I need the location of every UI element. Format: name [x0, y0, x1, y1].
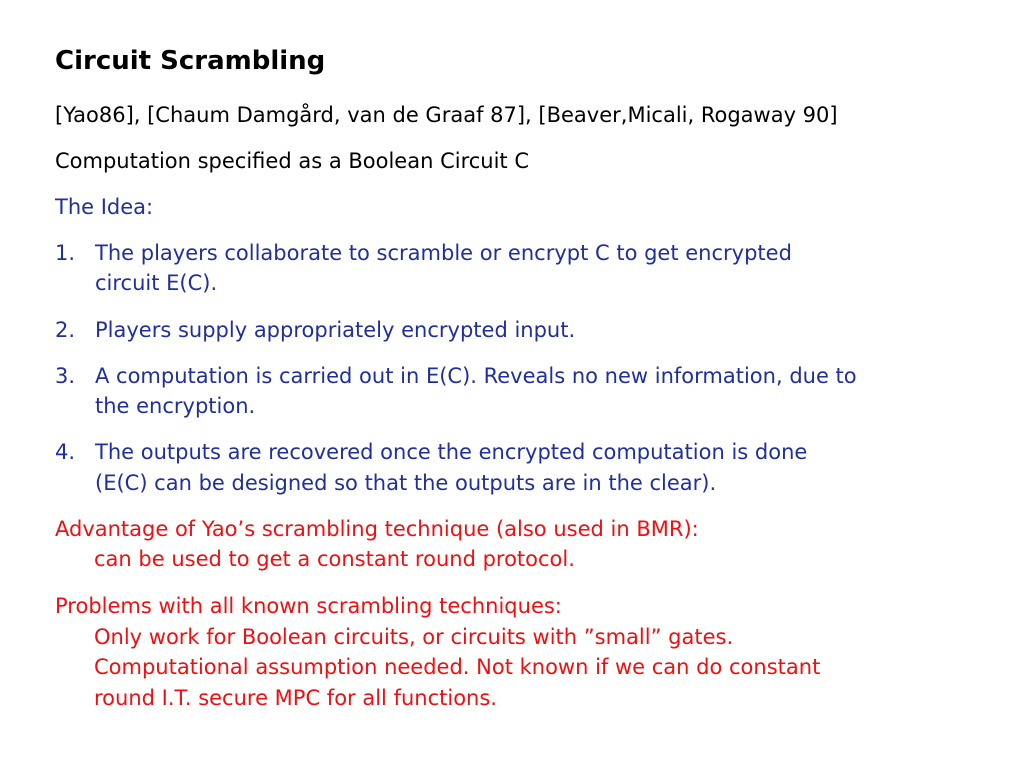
list-item-line: The players collaborate to scramble or encrypt C to get encrypted — [95, 241, 792, 265]
list-item-line: circuit E(C). — [95, 271, 218, 295]
idea-heading: The Idea: — [55, 195, 154, 219]
list-item-line: Players supply appropriately encrypted input. — [95, 318, 576, 342]
problems-heading: Problems with all known scrambling techniques: — [55, 594, 562, 618]
list-number: 1. — [55, 241, 76, 265]
list-number: 4. — [55, 440, 76, 464]
advantage-heading: Advantage of Yao’s scrambling technique (also used in BMR): — [55, 517, 699, 541]
list-item-line: (E(C) can be designed so that the outputs are in the clear). — [95, 471, 717, 495]
citation-text: [Yao86], [Chaum Damgård, van de Graaf 87], [Beaver,Micali, Rogaway 90] — [55, 103, 838, 127]
list-number: 2. — [55, 318, 76, 342]
slide-title: Circuit Scrambling — [55, 46, 326, 76]
problems-detail-line: Only work for Boolean circuits, or circuits with ”small” gates. — [94, 625, 734, 649]
list-item-line: The outputs are recovered once the encrypted computation is done — [95, 440, 808, 464]
advantage-detail: can be used to get a constant round protocol. — [94, 547, 575, 571]
list-item-line: the encryption. — [95, 394, 256, 418]
list-item-line: A computation is carried out in E(C). Reveals no new information, due to — [95, 364, 857, 388]
computation-text: Computation specified as a Boolean Circuit C — [55, 149, 530, 173]
problems-detail-line: round I.T. secure MPC for all functions. — [94, 686, 497, 710]
problems-detail-line: Computational assumption needed. Not known if we can do constant — [94, 655, 821, 679]
list-number: 3. — [55, 364, 76, 388]
